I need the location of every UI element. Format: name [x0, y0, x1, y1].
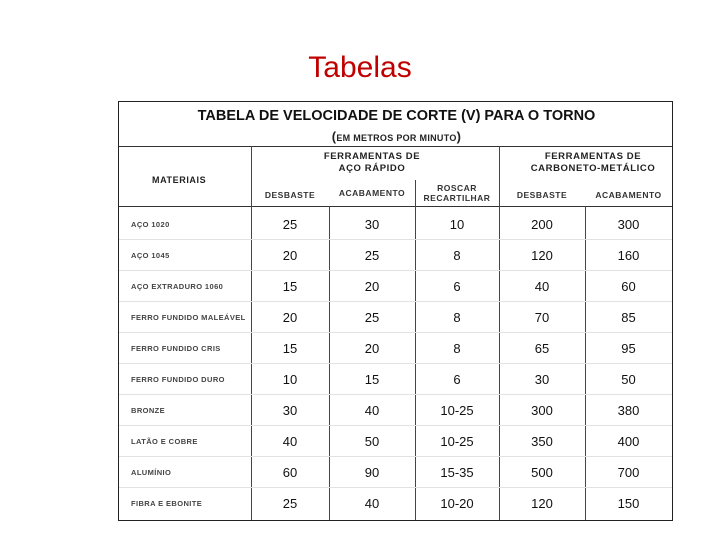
speed-value: 40 — [364, 496, 380, 511]
speed-value: 25 — [282, 496, 298, 511]
materials-header: MATERIAIS — [152, 175, 207, 185]
speed-value: 50 — [621, 372, 636, 387]
speed-value: 85 — [621, 310, 636, 325]
material-name: LATÃO E COBRE — [131, 437, 198, 446]
group-carbide-line1: FERRAMENTAS DE — [544, 151, 642, 162]
slide-title: Tabelas — [308, 51, 412, 84]
col-header-threading-line2: RECARTILHAR — [423, 193, 491, 203]
group-header-hss — [289, 151, 455, 175]
material-name: AÇO 1045 — [131, 251, 170, 260]
table-subtitle — [119, 129, 674, 144]
speed-value: 8 — [453, 310, 461, 325]
material-name: AÇO 1020 — [131, 220, 170, 229]
speed-value: 30 — [534, 372, 550, 387]
speed-value: 60 — [621, 279, 636, 294]
speed-value: 6 — [453, 279, 461, 294]
speed-value: 300 — [531, 403, 553, 418]
speed-value: 95 — [621, 341, 636, 356]
material-name: BRONZE — [131, 406, 166, 415]
material-name: FERRO FUNDIDO CRIS — [131, 344, 221, 353]
material-name: FERRO FUNDIDO MALEÁVEL — [131, 313, 246, 322]
speed-value: 6 — [453, 372, 461, 387]
group-header-carbide — [514, 151, 672, 175]
col-header-threading-line1: ROSCAR — [437, 183, 477, 193]
group-carbide-line2: CARBONETO-METÁLICO — [530, 163, 656, 174]
speed-value: 15 — [364, 372, 380, 387]
speed-value: 30 — [364, 217, 380, 232]
speed-value: 10 — [449, 217, 465, 232]
speed-value: 160 — [617, 248, 640, 263]
speed-value: 15 — [282, 341, 298, 356]
speed-value: 380 — [617, 403, 640, 418]
speed-value: 300 — [617, 217, 640, 232]
col-header-hss-finishing: ACABAMENTO — [338, 188, 406, 198]
group-hss-line2: AÇO RÁPIDO — [338, 163, 406, 174]
speed-value: 15-35 — [440, 465, 474, 480]
title-divider — [119, 146, 672, 147]
speed-value: 65 — [534, 341, 550, 356]
material-name: AÇO EXTRADURO 1060 — [131, 282, 224, 291]
speed-value: 90 — [364, 465, 380, 480]
speed-value: 70 — [534, 310, 550, 325]
speed-value: 500 — [531, 465, 553, 480]
table-row — [119, 395, 672, 426]
speed-value: 10 — [282, 372, 298, 387]
material-name: FERRO FUNDIDO DURO — [131, 375, 225, 384]
col-header-carbide-roughing: DESBASTE — [516, 190, 568, 200]
table-row — [119, 426, 672, 457]
group-hss-line1: FERRAMENTAS DE — [323, 151, 421, 162]
col-header-hss-roughing: DESBASTE — [264, 190, 316, 200]
table-row — [119, 209, 672, 240]
speed-value: 20 — [282, 310, 298, 325]
table-row — [119, 488, 672, 519]
subtitle-open-paren: ( — [331, 129, 337, 144]
speed-value: 8 — [453, 248, 461, 263]
speed-value: 50 — [364, 434, 380, 449]
table-row — [119, 457, 672, 488]
speed-value: 10-20 — [440, 496, 474, 511]
material-name: ALUMÍNIO — [131, 468, 172, 477]
speed-value: 150 — [617, 496, 640, 511]
material-name: FIBRA E EBONITE — [131, 499, 203, 508]
header-divider — [119, 206, 672, 207]
speed-value: 40 — [364, 403, 380, 418]
speed-value: 200 — [531, 217, 553, 232]
speed-value: 8 — [453, 341, 461, 356]
table-title: TABELA DE VELOCIDADE DE CORTE (V) PARA O TORNO — [197, 108, 596, 124]
col-header-hss-threading — [415, 183, 499, 203]
col-header-carbide-finishing: ACABAMENTO — [595, 190, 662, 200]
speed-value: 20 — [282, 248, 298, 263]
speed-value: 60 — [282, 465, 298, 480]
speed-value: 25 — [364, 248, 380, 263]
speed-value: 20 — [364, 341, 380, 356]
speed-value: 25 — [364, 310, 380, 325]
table-row — [119, 271, 672, 302]
speed-value: 400 — [617, 434, 640, 449]
table-row — [119, 333, 672, 364]
speed-value: 120 — [531, 248, 553, 263]
speed-value: 30 — [282, 403, 298, 418]
speed-value: 25 — [282, 217, 298, 232]
speed-value: 10-25 — [440, 434, 474, 449]
table-row — [119, 364, 672, 395]
speed-value: 20 — [364, 279, 380, 294]
speed-value: 40 — [534, 279, 550, 294]
subtitle-text: EM METROS POR MINUTO — [336, 133, 457, 143]
speed-value: 350 — [531, 434, 553, 449]
speed-value: 40 — [282, 434, 298, 449]
speed-value: 120 — [531, 496, 553, 511]
speed-value: 15 — [282, 279, 298, 294]
subtitle-close-paren: ) — [456, 129, 462, 144]
speed-value: 700 — [617, 465, 640, 480]
table-row — [119, 302, 672, 333]
speed-value: 10-25 — [440, 403, 474, 418]
cutting-speed-table — [118, 101, 673, 521]
table-row — [119, 240, 672, 271]
